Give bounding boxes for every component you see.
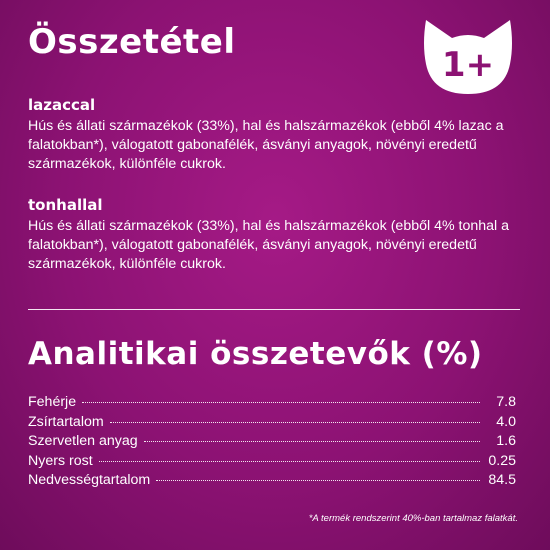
analytics-heading: Analitikai összetevők (%) — [28, 336, 483, 372]
section-heading: tonhallal — [28, 196, 103, 214]
page-title: Összetétel — [28, 22, 236, 62]
analytics-row — [28, 394, 516, 414]
section-text: Hús és állati származékok (33%), hal és halszármazékok (ebből 4% lazac a falatokban*), válogatott gabonafélék, ásványi anyagok, növényi eredetű származékok, különféle cukrok. — [28, 118, 504, 172]
age-badge — [418, 14, 518, 98]
divider — [28, 309, 520, 310]
analytics-row — [28, 453, 516, 473]
dot-leader — [99, 461, 480, 462]
row-label: Szervetlen anyag — [28, 433, 138, 449]
age-badge-label: 1+ — [441, 45, 495, 85]
row-value: 1.6 — [496, 433, 516, 449]
row-label: Fehérje — [28, 394, 77, 410]
analytics-row — [28, 472, 516, 492]
section-text: Hús és állati származékok (33%), hal és halszármazékok (ebből 4% tonhal a falatokban*), válogatott gabonafélék, ásványi anyagok, növényi eredetű származékok, különféle cukrok. — [28, 218, 510, 272]
section-tuna — [28, 196, 523, 274]
section-heading: lazaccal — [28, 96, 96, 114]
footnote: *A termék rendszerint 40%-ban tartalmaz falatkát. — [308, 513, 518, 524]
analytics-row — [28, 433, 516, 453]
analytics-table — [28, 394, 516, 492]
analytics-row — [28, 414, 516, 434]
row-value: 4.0 — [496, 413, 516, 430]
row-label: Zsírtartalom — [28, 413, 104, 430]
row-value: 84.5 — [488, 472, 516, 488]
row-value: 0.25 — [488, 452, 516, 469]
row-label: Nedvességtartalom — [28, 472, 151, 488]
dot-leader — [144, 441, 480, 442]
dot-leader — [156, 480, 480, 481]
row-value: 7.8 — [496, 394, 516, 410]
row-label: Nyers rost — [28, 452, 93, 469]
dot-leader — [110, 422, 480, 423]
section-salmon — [28, 96, 523, 174]
dot-leader — [82, 402, 480, 403]
cat-head-icon — [418, 14, 518, 98]
